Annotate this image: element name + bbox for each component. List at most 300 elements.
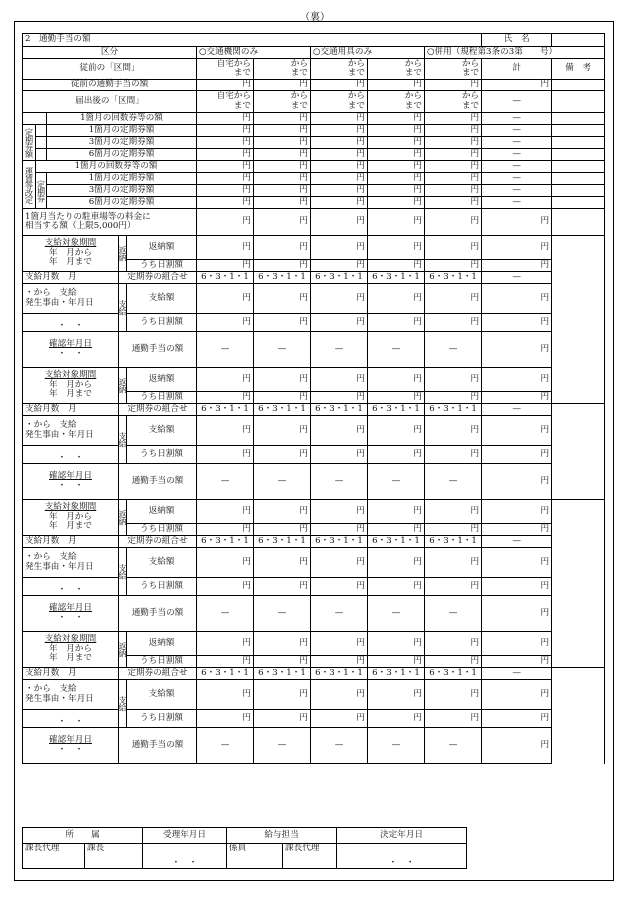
route-0[interactable]	[197, 91, 254, 113]
made-label: まで	[347, 68, 365, 78]
shikyu-label: 支給	[119, 548, 127, 596]
yen-field[interactable]: 円	[197, 236, 254, 260]
confirm-block	[23, 332, 119, 368]
juri-header: 受理年月日	[143, 828, 227, 844]
yen-field[interactable]: 円	[254, 149, 311, 161]
yen-field[interactable]: 円	[425, 548, 482, 578]
combo-cell[interactable]: 6・3・1・1	[425, 404, 482, 416]
combo-cell[interactable]: 6・3・1・1	[197, 404, 254, 416]
yen-field[interactable]: 円	[197, 656, 254, 668]
yen-field[interactable]: 円	[368, 185, 425, 197]
yen-field[interactable]: 円	[425, 680, 482, 710]
combo-cell[interactable]: 6・3・1・1	[311, 536, 368, 548]
yen-field[interactable]: 円	[482, 548, 552, 578]
yen-field[interactable]: 円	[197, 680, 254, 710]
tsukin-label: 通勤手当の額	[119, 464, 197, 500]
hassei-date[interactable]: ・ ・	[23, 446, 119, 464]
yen-field[interactable]: 円	[425, 236, 482, 260]
yen-field[interactable]: 円	[311, 500, 368, 524]
yen-field[interactable]: 円	[425, 137, 482, 149]
yen-field[interactable]: 円	[425, 632, 482, 656]
yen-field[interactable]: 円	[368, 197, 425, 209]
hiwari-label: うち日割額	[127, 260, 197, 272]
yen-field[interactable]: 円	[311, 236, 368, 260]
henno-label: 返納	[119, 368, 127, 404]
dash-cell: —	[197, 464, 254, 500]
yen-field[interactable]: 円	[482, 314, 552, 332]
yen-field[interactable]: 円	[197, 524, 254, 536]
yen-field[interactable]: 円	[482, 236, 552, 260]
commute-allowance-table	[22, 33, 605, 764]
dash-cell: —	[482, 173, 552, 185]
yen-field[interactable]: 円	[254, 197, 311, 209]
dash-cell: —	[482, 272, 552, 284]
kakunin-date[interactable]: ・ ・	[57, 348, 84, 359]
yen-field[interactable]: 円	[482, 260, 552, 272]
route-1[interactable]	[254, 91, 311, 113]
yen-field[interactable]: 円	[425, 392, 482, 404]
yen-field[interactable]: 円	[197, 260, 254, 272]
yen-field[interactable]: 円	[197, 368, 254, 392]
yen-field[interactable]: 円	[254, 416, 311, 446]
yen-field[interactable]: 円	[311, 284, 368, 314]
yen-field[interactable]: 円	[311, 137, 368, 149]
dash-cell: —	[197, 332, 254, 368]
yen-field[interactable]: 円	[368, 548, 425, 578]
kara-made: ・から 支給	[25, 288, 77, 299]
hiwari-label: うち日割額	[127, 314, 197, 332]
prev-amount-0[interactable]: 円	[197, 80, 254, 91]
yen-field[interactable]: 円	[197, 197, 254, 209]
hiwari-label: うち日割額	[127, 392, 197, 404]
yen-field[interactable]: 円	[254, 500, 311, 524]
combo-cell[interactable]: 6・3・1・1	[368, 404, 425, 416]
teiki-spacer	[36, 137, 47, 149]
yen-field[interactable]: 円	[425, 197, 482, 209]
yen-field[interactable]: 円	[311, 197, 368, 209]
remarks-cell	[552, 500, 605, 668]
prev-amount-2[interactable]: 円	[311, 80, 368, 91]
yen-field[interactable]: 円	[482, 578, 552, 596]
shozoku-header: 所 属	[23, 828, 143, 844]
yen-field[interactable]: 円	[311, 392, 368, 404]
yen-field[interactable]: 円	[425, 185, 482, 197]
yen-field[interactable]: 円	[368, 578, 425, 596]
from-label: から	[290, 91, 308, 102]
dash-cell: —	[482, 149, 552, 161]
remarks-cell	[552, 161, 605, 173]
from-label: から	[404, 91, 422, 102]
yen-field[interactable]: 円	[368, 113, 425, 125]
yen-field[interactable]: 円	[368, 680, 425, 710]
yen-field[interactable]: 円	[254, 392, 311, 404]
combo-cell[interactable]: 6・3・1・1	[311, 668, 368, 680]
dash-cell: —	[368, 728, 425, 764]
kakunin-date[interactable]: ・ ・	[57, 480, 84, 491]
dash-cell: —	[482, 185, 552, 197]
teiki6-label: 6箇月の定期券額	[47, 149, 197, 161]
yen-field[interactable]: 円	[425, 710, 482, 728]
tsukin-amount[interactable]: 円	[482, 332, 552, 368]
kacho-seal[interactable]: 課長	[85, 844, 143, 869]
yen-field[interactable]: 円	[254, 446, 311, 464]
dash-cell: —	[311, 596, 368, 632]
hassei-date[interactable]: ・ ・	[23, 578, 119, 596]
parking-line2: 相当する額（上限5,000円）	[25, 221, 136, 231]
yen-field[interactable]: 円	[254, 260, 311, 272]
parking-line1: 1箇月当たりの駐車場等の料金に	[25, 211, 151, 222]
yen-field[interactable]: 円	[368, 524, 425, 536]
yen-field[interactable]: 円	[311, 260, 368, 272]
yen-field[interactable]: 円	[425, 260, 482, 272]
yen-field[interactable]: 円	[197, 314, 254, 332]
hassei-date[interactable]: ・ ・	[23, 314, 119, 332]
tsukin-amount[interactable]: 円	[482, 728, 552, 764]
yen-field[interactable]: 円	[311, 680, 368, 710]
yen-field[interactable]: 円	[197, 149, 254, 161]
yen-field[interactable]: 円	[482, 416, 552, 446]
yen-field[interactable]: 円	[368, 149, 425, 161]
yen-field[interactable]: 円	[311, 149, 368, 161]
combo-cell[interactable]: 6・3・1・1	[311, 272, 368, 284]
yen-field[interactable]: 円	[311, 446, 368, 464]
yen-field[interactable]: 円	[311, 173, 368, 185]
reason-block	[23, 284, 119, 314]
yen-field[interactable]: 円	[254, 548, 311, 578]
dash-cell: —	[482, 125, 552, 137]
remarks-header: 備 考	[552, 59, 605, 80]
henno-label: 返納	[119, 632, 127, 668]
combo-label: 定期券の組合せ	[119, 668, 197, 680]
teiki6-label: 6箇月の定期券額	[47, 197, 197, 209]
prev-amount-5[interactable]: 円	[482, 80, 552, 91]
combo-cell[interactable]: 6・3・1・1	[311, 404, 368, 416]
total-header: 計	[482, 59, 552, 80]
route-3[interactable]	[368, 59, 425, 80]
yen-field[interactable]: 円	[425, 113, 482, 125]
yen-field[interactable]: 円	[197, 137, 254, 149]
tsukin-amount[interactable]: 円	[482, 596, 552, 632]
ym-to: 年 月まで	[49, 257, 92, 268]
yen-field[interactable]: 円	[197, 548, 254, 578]
kettei-date-field[interactable]: ・ ・	[337, 844, 467, 869]
yen-field[interactable]: 円	[482, 500, 552, 524]
combo-label: 定期券の組合せ	[119, 536, 197, 548]
yen-field[interactable]: 円	[311, 368, 368, 392]
yen-field[interactable]: 円	[197, 500, 254, 524]
yen-field[interactable]: 円	[197, 284, 254, 314]
yen-field[interactable]: 円	[254, 314, 311, 332]
yen-field[interactable]: 円	[197, 125, 254, 137]
yen-field[interactable]: 円	[254, 632, 311, 656]
yen-field[interactable]: 円	[311, 161, 368, 173]
yen-field[interactable]: 円	[368, 209, 425, 236]
yen-field[interactable]: 円	[368, 173, 425, 185]
period-label: 支給対象期間	[44, 370, 97, 381]
yen-field[interactable]: 円	[482, 656, 552, 668]
made-label: まで	[347, 100, 365, 111]
yen-field[interactable]: 円	[311, 314, 368, 332]
yen-field[interactable]: 円	[254, 209, 311, 236]
yen-field[interactable]: 円	[197, 632, 254, 656]
yen-field[interactable]: 円	[425, 173, 482, 185]
yen-field[interactable]: 円	[254, 710, 311, 728]
yen-field[interactable]: 円	[254, 284, 311, 314]
yen-field[interactable]: 円	[482, 632, 552, 656]
yen-field[interactable]: 円	[368, 392, 425, 404]
hassei-date[interactable]: ・ ・	[23, 710, 119, 728]
teiki-group-label: 定期券額	[23, 125, 36, 161]
kubun-label: 区分	[23, 47, 197, 59]
shikyu-label: 支給	[119, 680, 127, 728]
combo-cell[interactable]: 6・3・1・1	[197, 272, 254, 284]
yen-field[interactable]: 円	[254, 113, 311, 125]
yen-field[interactable]: 円	[254, 236, 311, 260]
yen-field[interactable]: 円	[197, 416, 254, 446]
yen-field[interactable]: 円	[425, 284, 482, 314]
option-transit: ○交通機関のみ	[197, 47, 311, 59]
months-label: 支給月数 月	[23, 272, 119, 284]
yen-field[interactable]: 円	[425, 161, 482, 173]
yen-field[interactable]: 円	[311, 548, 368, 578]
yen-field[interactable]: 円	[368, 446, 425, 464]
yen-field[interactable]: 円	[482, 524, 552, 536]
yen-field[interactable]: 円	[482, 680, 552, 710]
yen-field[interactable]: 円	[482, 209, 552, 236]
tsukin-label: 通勤手当の額	[119, 332, 197, 368]
yen-field[interactable]: 円	[197, 446, 254, 464]
teiki-spacer	[36, 125, 47, 137]
combo-cell[interactable]: 6・3・1・1	[254, 668, 311, 680]
yen-field[interactable]: 円	[425, 149, 482, 161]
henno-amount-label: 返納額	[127, 368, 197, 392]
kyuyo-dairi-seal[interactable]: 課長代理	[283, 844, 337, 869]
made-label: まで	[461, 100, 480, 111]
dash-cell: —	[197, 596, 254, 632]
yen-field[interactable]: 円	[311, 524, 368, 536]
yen-field[interactable]: 円	[254, 173, 311, 185]
kaisu-label: 1箇月の回数券等の額	[36, 161, 197, 173]
ym-from: 年 月から	[49, 511, 92, 522]
ym-from: 年 月から	[49, 643, 92, 654]
yen-field[interactable]: 円	[254, 656, 311, 668]
remarks-cell	[552, 236, 605, 404]
yen-field[interactable]: 円	[368, 500, 425, 524]
yen-field[interactable]: 円	[197, 392, 254, 404]
yen-field[interactable]: 円	[368, 161, 425, 173]
remarks-cell	[552, 149, 605, 161]
yen-field[interactable]: 円	[425, 368, 482, 392]
combo-cell[interactable]: 6・3・1・1	[254, 272, 311, 284]
from-label: から	[461, 91, 480, 102]
reason-block	[23, 416, 119, 446]
yen-field[interactable]: 円	[197, 161, 254, 173]
yen-field[interactable]: 円	[368, 656, 425, 668]
yen-field[interactable]: 円	[254, 680, 311, 710]
combo-cell[interactable]: 6・3・1・1	[425, 668, 482, 680]
from-label: から	[347, 58, 365, 69]
yen-field[interactable]: 円	[482, 446, 552, 464]
yen-field[interactable]: 円	[311, 113, 368, 125]
prev-amount-3[interactable]: 円	[368, 80, 425, 91]
dash-cell: —	[254, 596, 311, 632]
prev-amount-label: 従前の通勤手当の額	[23, 80, 197, 91]
reason-block	[23, 680, 119, 710]
teiki-sub-label: 定期券	[36, 173, 47, 209]
yen-field[interactable]: 円	[254, 161, 311, 173]
yen-field[interactable]: 円	[311, 125, 368, 137]
prev-amount-4[interactable]: 円	[425, 80, 482, 91]
period-block	[23, 632, 119, 668]
yen-field[interactable]: 円	[425, 125, 482, 137]
kakunin-date[interactable]: ・ ・	[57, 744, 84, 755]
yen-field[interactable]: 円	[254, 185, 311, 197]
route-1[interactable]	[254, 59, 311, 80]
yen-field[interactable]: 円	[425, 314, 482, 332]
shikyu-label: 支給	[119, 284, 127, 332]
yen-field[interactable]: 円	[311, 710, 368, 728]
yen-field[interactable]: 円	[368, 125, 425, 137]
made-label: まで	[404, 100, 422, 111]
dash-cell: —	[425, 596, 482, 632]
months-label: 支給月数 月	[23, 536, 119, 548]
hiwari-label: うち日割額	[127, 524, 197, 536]
yen-field[interactable]: 円	[311, 416, 368, 446]
henno-label: 返納	[119, 236, 127, 272]
yen-field[interactable]: 円	[197, 185, 254, 197]
yen-field[interactable]: 円	[254, 137, 311, 149]
henno-amount-label: 返納額	[127, 632, 197, 656]
made-label: まで	[404, 68, 422, 78]
yen-field[interactable]: 円	[197, 710, 254, 728]
combo-cell[interactable]: 6・3・1・1	[425, 536, 482, 548]
yen-field[interactable]: 円	[482, 710, 552, 728]
combo-cell[interactable]: 6・3・1・1	[254, 404, 311, 416]
combo-cell[interactable]: 6・3・1・1	[368, 536, 425, 548]
kaisu-label: 1箇月の回数券等の額	[47, 113, 197, 125]
yen-field[interactable]: 円	[197, 113, 254, 125]
yen-field[interactable]: 円	[197, 578, 254, 596]
period-label: 支給対象期間	[44, 238, 97, 249]
route-2[interactable]	[311, 91, 368, 113]
route-4[interactable]	[425, 91, 482, 113]
teiki1-label: 1箇月の定期券額	[47, 173, 197, 185]
yen-field[interactable]: 円	[368, 137, 425, 149]
dash-cell: —	[482, 161, 552, 173]
yen-field[interactable]: 円	[425, 209, 482, 236]
route-0[interactable]	[197, 59, 254, 80]
combo-cell[interactable]: 6・3・1・1	[197, 668, 254, 680]
yen-field[interactable]: 円	[425, 446, 482, 464]
juri-date-field[interactable]: ・ ・	[143, 844, 227, 869]
yen-field[interactable]: 円	[311, 185, 368, 197]
yen-field[interactable]: 円	[368, 710, 425, 728]
shikyu-amount-label: 支給額	[127, 680, 197, 710]
kakunin-date[interactable]: ・ ・	[57, 612, 84, 623]
yen-field[interactable]: 円	[368, 314, 425, 332]
kakunin-label: 確認年月日	[49, 603, 92, 614]
teiki3-label: 3箇月の定期券額	[47, 137, 197, 149]
yen-field[interactable]: 円	[368, 632, 425, 656]
yen-field[interactable]: 円	[425, 500, 482, 524]
remarks-cell	[552, 209, 605, 236]
yen-field[interactable]: 円	[425, 524, 482, 536]
yen-field[interactable]: 円	[311, 656, 368, 668]
from-label: から	[290, 58, 308, 69]
route-4[interactable]	[425, 59, 482, 80]
from-label: から	[404, 58, 422, 69]
combo-cell[interactable]: 6・3・1・1	[425, 272, 482, 284]
name-field[interactable]	[552, 34, 605, 47]
approval-table	[22, 827, 467, 869]
hassei-label: 発生事由・年月日	[25, 297, 94, 308]
period-block	[23, 368, 119, 404]
yen-field[interactable]: 円	[254, 578, 311, 596]
route-2[interactable]	[311, 59, 368, 80]
yen-field[interactable]: 円	[368, 368, 425, 392]
yen-field[interactable]: 円	[482, 368, 552, 392]
kacho-dairi-seal[interactable]: 課長代理	[23, 844, 85, 869]
prev-amount-1[interactable]: 円	[254, 80, 311, 91]
remarks-cell	[552, 137, 605, 149]
page-side-label: （裏）	[300, 12, 330, 23]
yen-field[interactable]: 円	[254, 524, 311, 536]
yen-field[interactable]: 円	[368, 236, 425, 260]
period-block	[23, 500, 119, 536]
yen-field[interactable]: 円	[311, 578, 368, 596]
confirm-block	[23, 596, 119, 632]
hassei-label: 発生事由・年月日	[25, 693, 94, 704]
shikyu-amount-label: 支給額	[127, 284, 197, 314]
combo-cell[interactable]: 6・3・1・1	[197, 536, 254, 548]
combo-cell[interactable]: 6・3・1・1	[368, 272, 425, 284]
tsukin-amount[interactable]: 円	[482, 464, 552, 500]
hassei-label: 発生事由・年月日	[25, 561, 94, 572]
dash-cell: —	[368, 464, 425, 500]
yen-field[interactable]: 円	[482, 392, 552, 404]
yen-field[interactable]: 円	[425, 656, 482, 668]
ym-from: 年 月から	[49, 247, 92, 258]
kakari-seal[interactable]: 係員	[227, 844, 283, 869]
combo-label: 定期券の組合せ	[119, 272, 197, 284]
kakunin-label: 確認年月日	[49, 735, 92, 746]
yen-field[interactable]: 円	[368, 260, 425, 272]
yen-field[interactable]: 円	[197, 209, 254, 236]
yen-field[interactable]: 円	[482, 284, 552, 314]
henno-label: 返納	[119, 500, 127, 536]
dash-cell: —	[254, 332, 311, 368]
yen-field[interactable]: 円	[425, 416, 482, 446]
route-3[interactable]	[368, 91, 425, 113]
remarks-cell	[552, 125, 605, 137]
teiki-spacer	[23, 113, 47, 125]
yen-field[interactable]: 円	[425, 578, 482, 596]
yen-field[interactable]: 円	[311, 209, 368, 236]
yen-field[interactable]: 円	[368, 416, 425, 446]
yen-field[interactable]: 円	[254, 368, 311, 392]
combo-cell[interactable]: 6・3・1・1	[368, 668, 425, 680]
remarks-cell	[552, 91, 605, 113]
yen-field[interactable]: 円	[197, 173, 254, 185]
yen-field[interactable]: 円	[368, 284, 425, 314]
yen-field[interactable]: 円	[311, 632, 368, 656]
period-label: 支給対象期間	[44, 502, 97, 513]
yen-field[interactable]: 円	[254, 125, 311, 137]
made-label: まで	[233, 100, 251, 111]
shikyu-label: 支給	[119, 416, 127, 464]
kara-made: ・から 支給	[25, 552, 77, 563]
combo-cell[interactable]: 6・3・1・1	[254, 536, 311, 548]
